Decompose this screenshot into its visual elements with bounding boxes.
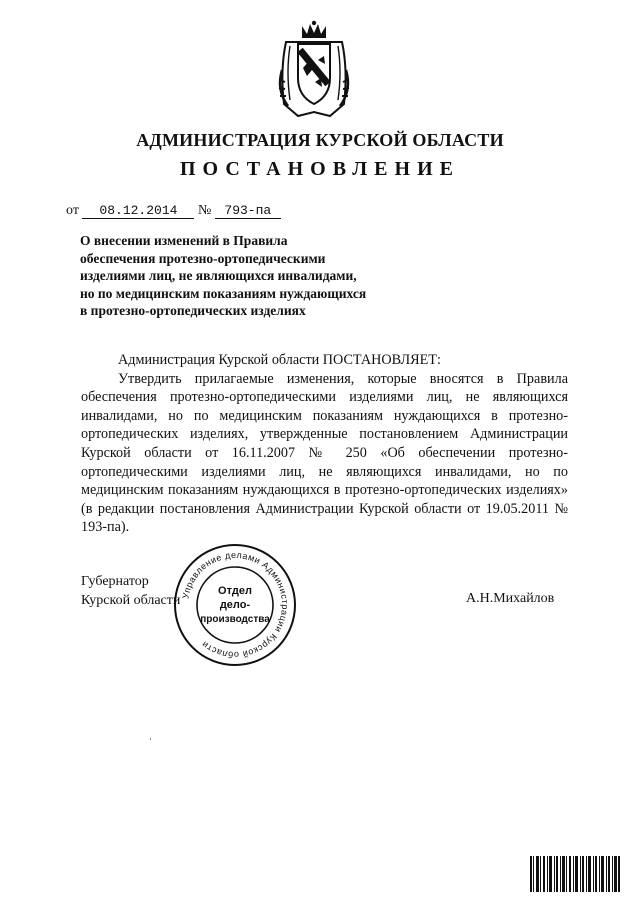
barcode-icon — [530, 856, 620, 892]
stamp-center-line: дело- — [219, 599, 251, 611]
stamp-center-line: производства — [200, 614, 270, 625]
position-line: Курской области — [81, 593, 181, 608]
stamp-ring-text: Управление делами Администрации Курской области — [180, 549, 291, 661]
title-line: изделиями лиц, не являющихся инвалидами, — [80, 268, 357, 284]
date-label: от — [66, 203, 79, 218]
title-line: обеспечения протезно-ортопедическими — [80, 250, 326, 266]
document-type: ПОСТАНОВЛЕНИЕ — [180, 158, 460, 180]
resolution-paragraph: Утвердить прилагаемые изменения, которые вносятся в Правила обеспечения протезно-ортопедическими изделиями лиц, не являющихся инвалидами, но по медицинским показаниям нуждающихся в протезно-ортопедических изделиях, утвержденные постановлением Администрации Курской области от 16.11.2007 № 250 «Об обеспечении протезно-ортопедическими изделиями лиц, не являющихся инвалидами, но по медицинским показаниям нуждающихся в протезно-ортопедических изделиях» (в редакции постановления Администрации Курской области от 19.05.2011 № 193-па). — [81, 370, 568, 536]
document-date: 08.12.2014 — [82, 203, 194, 219]
stamp-center-line: Отдел — [218, 585, 252, 597]
signatory-position — [81, 572, 180, 610]
date-number-line — [66, 203, 281, 219]
document-number: 793-па — [215, 203, 281, 219]
signatory-name: А.Н.Михайлов — [466, 591, 555, 606]
title-line: но по медицинским показаниям нуждающихся — [80, 285, 367, 301]
resolution-lead: Администрация Курской области ПОСТАНОВЛЯЕТ: — [118, 352, 441, 368]
document-body — [81, 351, 568, 537]
title-line: в протезно-ортопедических изделиях — [80, 303, 306, 319]
title-line: О внесении изменений в Правила — [80, 233, 288, 248]
number-label: № — [197, 203, 212, 218]
coat-of-arms-icon — [274, 20, 354, 120]
scan-mark — [150, 738, 151, 740]
office-stamp-icon — [170, 540, 300, 670]
position-line: Губернатор — [81, 574, 149, 589]
document-title — [80, 232, 420, 320]
organization-name: АДМИНИСТРАЦИЯ КУРСКОЙ ОБЛАСТИ — [136, 130, 504, 150]
